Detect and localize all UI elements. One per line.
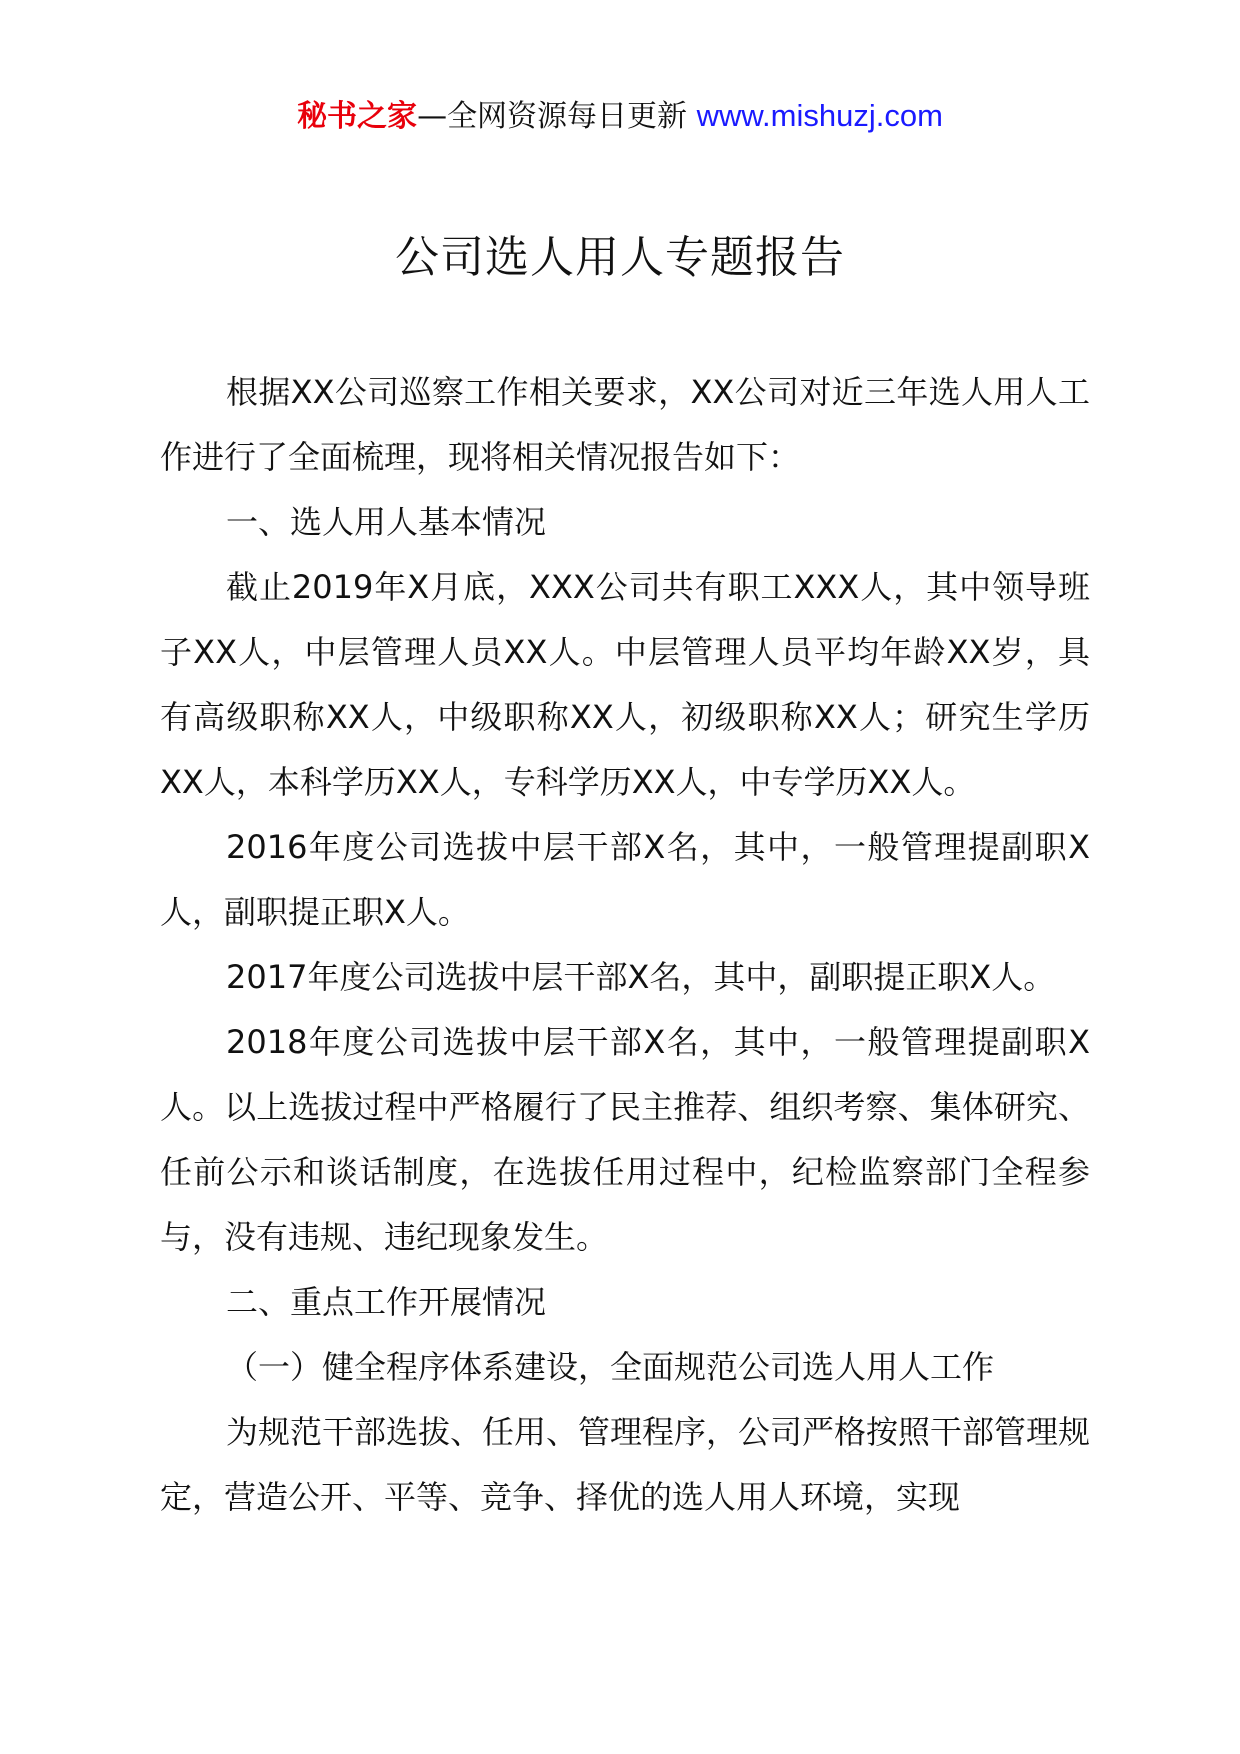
document-title: 公司选人用人专题报告 [395,232,845,283]
intro-paragraph: 根据XX公司巡察工作相关要求，XX公司对近三年选人用人工作进行了全面梳理，现将相关情况报告如下： [160,373,1090,476]
site-brand: 秘书之家 [297,99,418,134]
document-body [160,360,1090,1530]
procedure-paragraph: 为规范干部选拔、任用、管理程序，公司严格按照干部管理规定，营造公开、平等、竞争、择优的选人用人环境，实现 [160,1413,1091,1516]
section-heading-1: 一、选人用人基本情况 [226,503,547,541]
site-url-link[interactable]: www.mishuzj.com [696,98,943,133]
site-slogan: —全网资源每日更新 [417,99,697,134]
year-2018-paragraph: 2018年度公司选拔中层干部X名，其中，一般管理提副职X人。以上选拔过程中严格履行了民主推荐、组织考察、集体研究、任前公示和谈话制度，在选拔任用过程中，纪检监察部门全程参与，没有违规、违纪现象发生。 [160,1023,1090,1256]
site-banner [0,96,1240,137]
section-heading-2: 二、重点工作开展情况 [226,1283,547,1321]
year-2017-paragraph: 2017年度公司选拔中层干部X名，其中，副职提正职X人。 [226,958,1056,996]
subsection-heading-1: （一）健全程序体系建设，全面规范公司选人用人工作 [226,1348,995,1386]
year-2016-paragraph: 2016年度公司选拔中层干部X名，其中，一般管理提副职X人，副职提正职X人。 [160,828,1090,931]
staff-stats-paragraph: 截止2019年X月底，XXX公司共有职工XXX人，其中领导班子XX人，中层管理人员XX人。中层管理人员平均年龄XX岁，具有高级职称XX人，中级职称XX人，初级职称XX人；研究生学历XX人，本科学历XX人，专科学历XX人，中专学历XX人。 [160,568,1090,801]
